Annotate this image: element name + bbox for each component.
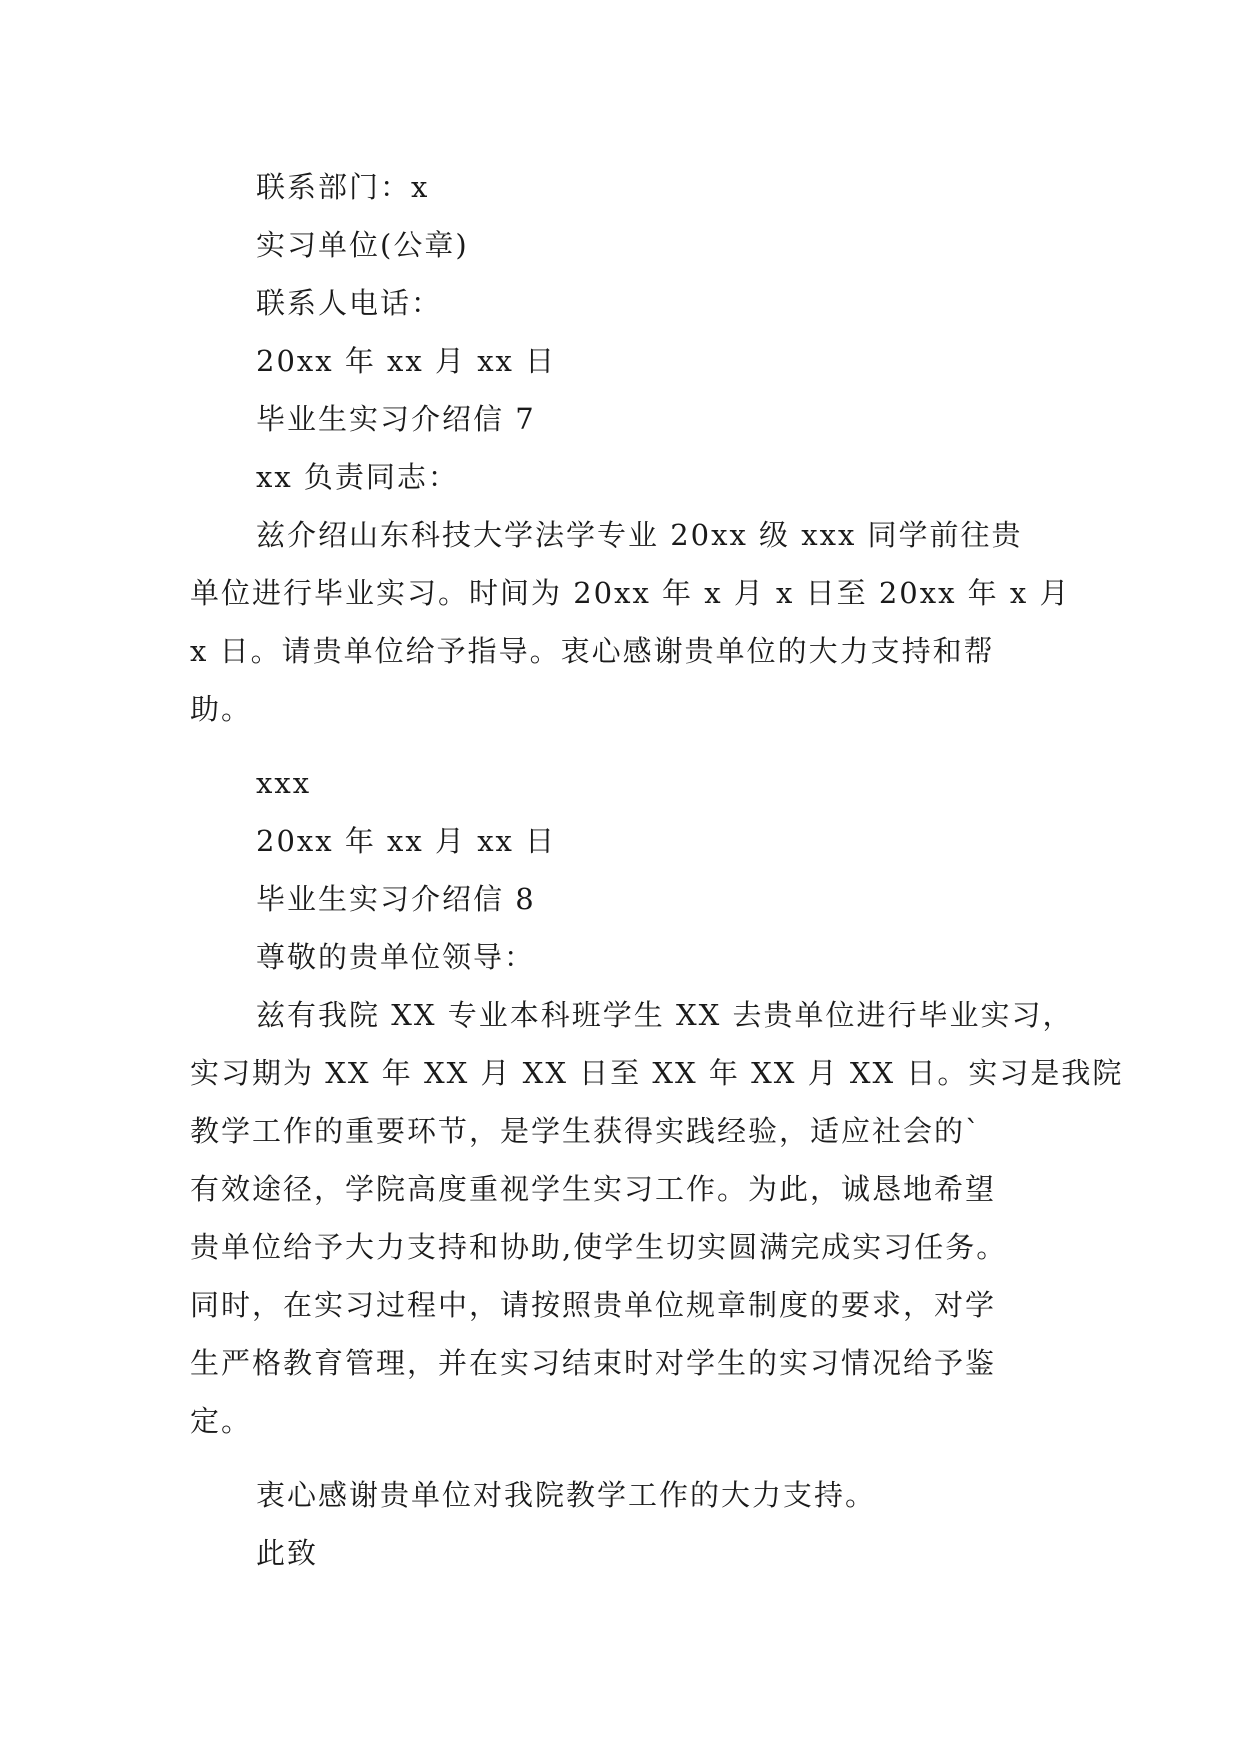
paragraph-line: 生严格教育管理，并在实习结束时对学生的实习情况给予鉴	[190, 1346, 997, 1380]
date-line: 20xx 年 xx 月 xx 日	[256, 344, 557, 378]
paragraph-line: 同时，在实习过程中，请按照贵单位规章制度的要求，对学	[190, 1288, 997, 1322]
signature-7: xxx	[256, 766, 312, 800]
contact-phone: 联系人电话：	[256, 286, 443, 320]
letter-8-body	[190, 986, 1124, 1450]
paragraph-line: 有效途径，学院高度重视学生实习工作。为此，诚恳地希望	[190, 1172, 997, 1206]
thanks-line: 衷心感谢贵单位对我院教学工作的大力支持。	[256, 1478, 877, 1512]
closing-line: 此致	[256, 1536, 319, 1570]
paragraph-line: 兹介绍山东科技大学法学专业 20xx 级 xxx 同学前往贵	[256, 518, 1023, 552]
salutation-8: 尊敬的贵单位领导：	[256, 940, 536, 974]
paragraph-line: 教学工作的重要环节，是学生获得实践经验，适应社会的`	[190, 1114, 982, 1148]
letter-7-body	[190, 506, 1071, 738]
spacer	[190, 1450, 1062, 1466]
contact-department: 联系部门：x	[256, 170, 430, 204]
letter-title-8: 毕业生实习介绍信 8	[256, 882, 536, 916]
paragraph-line: 助。	[190, 692, 253, 726]
letter-title-7: 毕业生实习介绍信 7	[256, 402, 536, 436]
salutation-7: xx 负责同志：	[256, 460, 459, 494]
paragraph-line: 兹有我院 XX 专业本科班学生 XX 去贵单位进行毕业实习，	[256, 998, 1074, 1032]
document-body	[190, 158, 1124, 1582]
paragraph-line: x 日。请贵单位给予指导。衷心感谢贵单位的大力支持和帮	[190, 634, 995, 668]
internship-unit-seal: 实习单位(公章)	[256, 228, 469, 262]
date-line-7: 20xx 年 xx 月 xx 日	[256, 824, 557, 858]
paragraph-line: 定。	[190, 1404, 253, 1438]
paragraph-line: 实习期为 XX 年 XX 月 XX 日至 XX 年 XX 月 XX 日。实习是我院	[190, 1056, 1124, 1090]
paragraph-line: 单位进行毕业实习。时间为 20xx 年 x 月 x 日至 20xx 年 x 月	[190, 576, 1071, 610]
spacer	[190, 738, 1062, 754]
paragraph-line: 贵单位给予大力支持和协助,使学生切实圆满完成实习任务。	[190, 1230, 1008, 1264]
